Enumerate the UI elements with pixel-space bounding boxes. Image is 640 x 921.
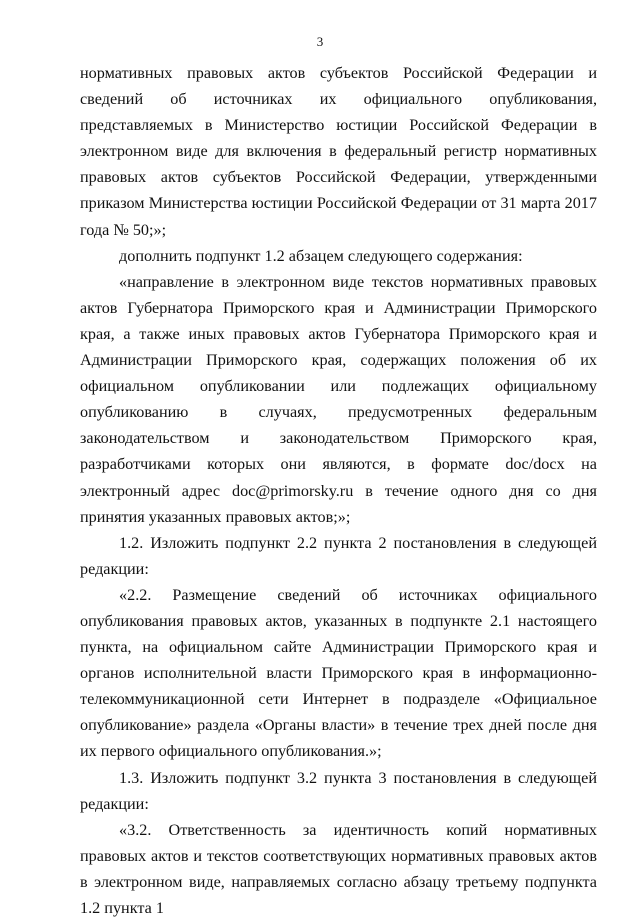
paragraph-quoted-3-2: «3.2. Ответственность за идентичность копий нормативных правовых актов и текстов соответствующих нормативных правовых актов в электронном виде, направляемых согласно абзацу третьему подпункта 1.2 пункта 1 — [80, 820, 597, 917]
document-body — [80, 60, 597, 921]
paragraph-item-1-2: 1.2. Изложить подпункт 2.2 пункта 2 постановления в следующей редакции: — [80, 533, 597, 578]
paragraph-amendment-intro: дополнить подпункт 1.2 абзацем следующего содержания: — [119, 246, 523, 265]
paragraph-quoted-subpoint: «направление в электронном виде текстов нормативных правовых актов Губернатора Приморского края и Администрации Приморского края, а также иных правовых актов Губернатора Приморского края и Администрации Приморского края, содержащих положения об их официальном опубликовании или подлежащих официальному опубликованию в случаях, предусмотренных федеральным законодательством и законодательством Приморского края, разработчиками которых они являются, в формате doc/docx на электронный адрес doc@primorsky.ru в течение одного дня со дня принятия указанных правовых актов;»; — [80, 272, 597, 526]
page-number: 3 — [316, 34, 324, 49]
paragraph-continuation: нормативных правовых актов субъектов Российской Федерации и сведений об источниках их официального опубликования, представляемых в Министерство юстиции Российской Федерации в электронном виде для включения в федеральный регистр нормативных правовых актов субъектов Российской Федерации, утвержденными приказом Министерства юстиции Российской Федерации от 31 марта 2017 года № 50;»; — [80, 64, 597, 239]
paragraph-quoted-2-2: «2.2. Размещение сведений об источниках официального опубликования правовых актов, указанных в подпункте 2.1 настоящего пункта, на официальном сайте Администрации Приморского края и органов исполнительной власти Приморского края в информационно-телекоммуникационной сети Интернет в подразделе «Официальное опубликование» раздела «Органы власти» в течение трех дней после дня их первого официального опубликования.»; — [80, 585, 597, 761]
paragraph-item-1-3: 1.3. Изложить подпункт 3.2 пункта 3 постановления в следующей редакции: — [80, 768, 597, 813]
